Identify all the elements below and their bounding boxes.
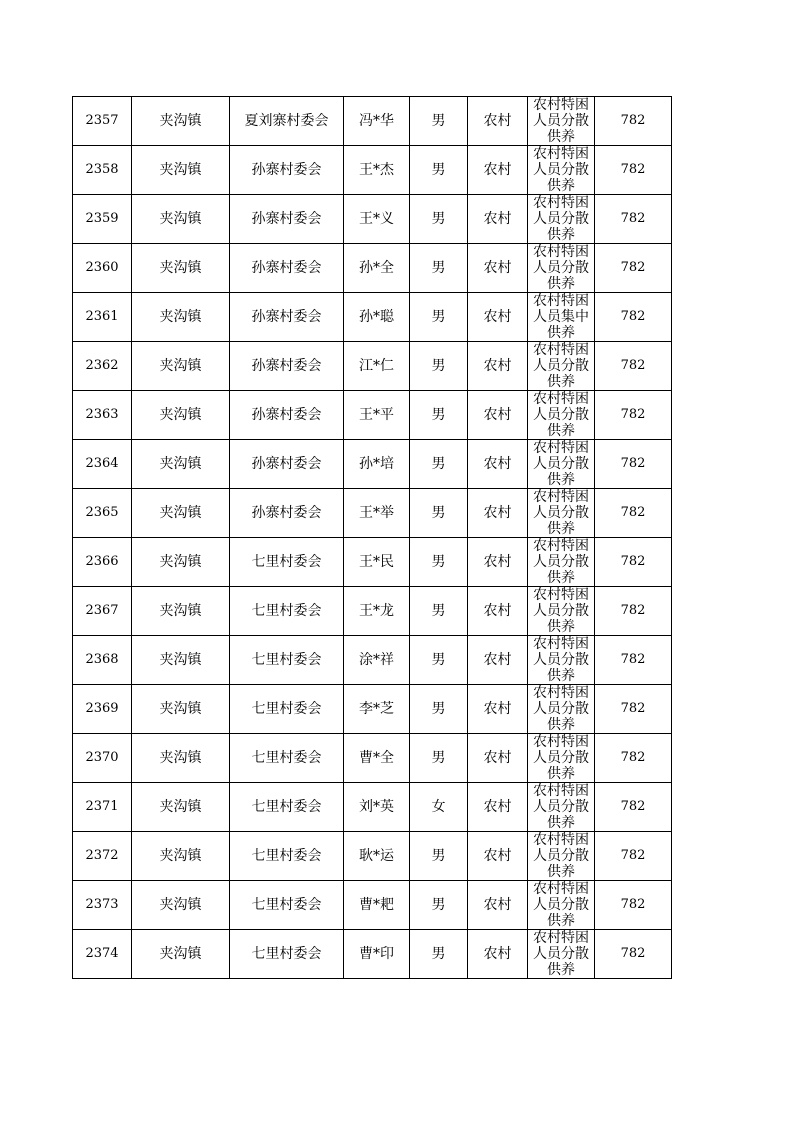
cell-town: 夹沟镇: [132, 881, 230, 930]
support-type-text: 农村特困人员分散供养: [533, 244, 589, 292]
cell-amount: 782: [595, 783, 672, 832]
cell-household-area: 农村: [468, 244, 528, 293]
support-type-text: 农村特困人员分散供养: [533, 391, 589, 439]
cell-serial-number: 2365: [73, 489, 132, 538]
cell-gender: 男: [410, 146, 468, 195]
cell-person-name: 王*民: [344, 538, 410, 587]
cell-support-type: [528, 636, 595, 685]
table-row: [73, 587, 672, 636]
table-row: [73, 195, 672, 244]
cell-person-name: 孙*全: [344, 244, 410, 293]
cell-household-area: 农村: [468, 97, 528, 146]
cell-amount: 782: [595, 391, 672, 440]
cell-town: 夹沟镇: [132, 832, 230, 881]
cell-amount: 782: [595, 636, 672, 685]
cell-village-committee: 七里村委会: [230, 930, 344, 979]
cell-support-type: [528, 832, 595, 881]
support-type-text: 农村特困人员分散供养: [533, 489, 589, 537]
cell-support-type: [528, 734, 595, 783]
cell-village-committee: 七里村委会: [230, 832, 344, 881]
cell-amount: 782: [595, 538, 672, 587]
cell-serial-number: 2370: [73, 734, 132, 783]
support-type-text: 农村特困人员集中供养: [533, 293, 589, 341]
cell-town: 夹沟镇: [132, 244, 230, 293]
cell-household-area: 农村: [468, 440, 528, 489]
cell-gender: 男: [410, 244, 468, 293]
cell-amount: 782: [595, 342, 672, 391]
cell-serial-number: 2368: [73, 636, 132, 685]
cell-support-type: [528, 293, 595, 342]
support-type-text: 农村特困人员分散供养: [533, 832, 589, 880]
cell-household-area: 农村: [468, 342, 528, 391]
cell-town: 夹沟镇: [132, 636, 230, 685]
cell-serial-number: 2359: [73, 195, 132, 244]
cell-gender: 男: [410, 538, 468, 587]
support-type-text: 农村特困人员分散供养: [533, 881, 589, 929]
cell-village-committee: 夏刘寨村委会: [230, 97, 344, 146]
cell-household-area: 农村: [468, 489, 528, 538]
cell-support-type: [528, 489, 595, 538]
cell-serial-number: 2371: [73, 783, 132, 832]
cell-town: 夹沟镇: [132, 489, 230, 538]
cell-serial-number: 2373: [73, 881, 132, 930]
table-row: [73, 783, 672, 832]
cell-town: 夹沟镇: [132, 930, 230, 979]
cell-person-name: 孙*聪: [344, 293, 410, 342]
cell-person-name: 王*举: [344, 489, 410, 538]
cell-gender: 男: [410, 195, 468, 244]
cell-village-committee: 七里村委会: [230, 783, 344, 832]
support-type-text: 农村特困人员分散供养: [533, 342, 589, 390]
cell-household-area: 农村: [468, 146, 528, 195]
cell-serial-number: 2358: [73, 146, 132, 195]
cell-person-name: 刘*英: [344, 783, 410, 832]
table-row: [73, 391, 672, 440]
table-row: [73, 636, 672, 685]
table-row: [73, 440, 672, 489]
support-type-text: 农村特困人员分散供养: [533, 146, 589, 194]
cell-town: 夹沟镇: [132, 342, 230, 391]
support-type-text: 农村特困人员分散供养: [533, 587, 589, 635]
cell-household-area: 农村: [468, 636, 528, 685]
cell-town: 夹沟镇: [132, 587, 230, 636]
cell-gender: 男: [410, 734, 468, 783]
cell-support-type: [528, 195, 595, 244]
cell-gender: 男: [410, 440, 468, 489]
cell-support-type: [528, 342, 595, 391]
records-table: [72, 96, 672, 979]
cell-person-name: 江*仁: [344, 342, 410, 391]
cell-village-committee: 孙寨村委会: [230, 195, 344, 244]
cell-household-area: 农村: [468, 685, 528, 734]
cell-town: 夹沟镇: [132, 293, 230, 342]
cell-town: 夹沟镇: [132, 734, 230, 783]
cell-gender: 男: [410, 930, 468, 979]
cell-village-committee: 孙寨村委会: [230, 146, 344, 195]
cell-village-committee: 孙寨村委会: [230, 440, 344, 489]
cell-amount: 782: [595, 734, 672, 783]
cell-person-name: 曹*全: [344, 734, 410, 783]
support-type-text: 农村特困人员分散供养: [533, 440, 589, 488]
cell-serial-number: 2372: [73, 832, 132, 881]
table-row: [73, 538, 672, 587]
cell-town: 夹沟镇: [132, 146, 230, 195]
cell-serial-number: 2369: [73, 685, 132, 734]
cell-village-committee: 孙寨村委会: [230, 244, 344, 293]
cell-amount: 782: [595, 881, 672, 930]
cell-amount: 782: [595, 685, 672, 734]
cell-amount: 782: [595, 146, 672, 195]
cell-household-area: 农村: [468, 195, 528, 244]
cell-gender: 男: [410, 342, 468, 391]
support-type-text: 农村特困人员分散供养: [533, 97, 589, 145]
cell-person-name: 冯*华: [344, 97, 410, 146]
table-body: [73, 97, 672, 979]
cell-town: 夹沟镇: [132, 538, 230, 587]
cell-town: 夹沟镇: [132, 440, 230, 489]
cell-serial-number: 2361: [73, 293, 132, 342]
cell-village-committee: 孙寨村委会: [230, 391, 344, 440]
cell-village-committee: 七里村委会: [230, 587, 344, 636]
cell-serial-number: 2357: [73, 97, 132, 146]
cell-gender: 男: [410, 587, 468, 636]
support-type-text: 农村特困人员分散供养: [533, 930, 589, 978]
table-row: [73, 489, 672, 538]
cell-support-type: [528, 783, 595, 832]
cell-household-area: 农村: [468, 832, 528, 881]
cell-person-name: 王*龙: [344, 587, 410, 636]
cell-village-committee: 七里村委会: [230, 636, 344, 685]
support-type-text: 农村特困人员分散供养: [533, 636, 589, 684]
table-row: [73, 146, 672, 195]
cell-person-name: 曹*耙: [344, 881, 410, 930]
cell-support-type: [528, 538, 595, 587]
cell-town: 夹沟镇: [132, 783, 230, 832]
cell-person-name: 耿*运: [344, 832, 410, 881]
cell-support-type: [528, 881, 595, 930]
cell-amount: 782: [595, 930, 672, 979]
table-row: [73, 881, 672, 930]
cell-household-area: 农村: [468, 734, 528, 783]
cell-person-name: 曹*印: [344, 930, 410, 979]
cell-serial-number: 2367: [73, 587, 132, 636]
table-row: [73, 293, 672, 342]
cell-household-area: 农村: [468, 930, 528, 979]
cell-village-committee: 七里村委会: [230, 881, 344, 930]
cell-person-name: 李*芝: [344, 685, 410, 734]
cell-person-name: 王*杰: [344, 146, 410, 195]
cell-town: 夹沟镇: [132, 195, 230, 244]
cell-support-type: [528, 587, 595, 636]
support-type-text: 农村特困人员分散供养: [533, 195, 589, 243]
support-type-text: 农村特困人员分散供养: [533, 538, 589, 586]
cell-amount: 782: [595, 195, 672, 244]
cell-serial-number: 2374: [73, 930, 132, 979]
support-type-text: 农村特困人员分散供养: [533, 734, 589, 782]
table-row: [73, 685, 672, 734]
cell-serial-number: 2363: [73, 391, 132, 440]
cell-amount: 782: [595, 832, 672, 881]
cell-support-type: [528, 97, 595, 146]
cell-household-area: 农村: [468, 391, 528, 440]
cell-household-area: 农村: [468, 587, 528, 636]
cell-amount: 782: [595, 489, 672, 538]
cell-village-committee: 孙寨村委会: [230, 342, 344, 391]
cell-gender: 男: [410, 832, 468, 881]
cell-village-committee: 七里村委会: [230, 538, 344, 587]
cell-person-name: 王*平: [344, 391, 410, 440]
table-row: [73, 342, 672, 391]
cell-town: 夹沟镇: [132, 685, 230, 734]
cell-serial-number: 2362: [73, 342, 132, 391]
cell-amount: 782: [595, 244, 672, 293]
cell-village-committee: 七里村委会: [230, 685, 344, 734]
cell-household-area: 农村: [468, 881, 528, 930]
cell-town: 夹沟镇: [132, 391, 230, 440]
cell-household-area: 农村: [468, 783, 528, 832]
cell-household-area: 农村: [468, 293, 528, 342]
cell-town: 夹沟镇: [132, 97, 230, 146]
cell-amount: 782: [595, 587, 672, 636]
cell-support-type: [528, 391, 595, 440]
cell-gender: 男: [410, 636, 468, 685]
cell-amount: 782: [595, 440, 672, 489]
cell-gender: 男: [410, 685, 468, 734]
table-row: [73, 832, 672, 881]
cell-person-name: 涂*祥: [344, 636, 410, 685]
cell-serial-number: 2366: [73, 538, 132, 587]
cell-support-type: [528, 930, 595, 979]
cell-support-type: [528, 146, 595, 195]
cell-serial-number: 2364: [73, 440, 132, 489]
cell-support-type: [528, 244, 595, 293]
cell-person-name: 王*义: [344, 195, 410, 244]
cell-household-area: 农村: [468, 538, 528, 587]
support-type-text: 农村特困人员分散供养: [533, 783, 589, 831]
table-row: [73, 734, 672, 783]
cell-village-committee: 孙寨村委会: [230, 293, 344, 342]
cell-gender: 女: [410, 783, 468, 832]
cell-village-committee: 孙寨村委会: [230, 489, 344, 538]
table-row: [73, 244, 672, 293]
cell-amount: 782: [595, 97, 672, 146]
cell-gender: 男: [410, 881, 468, 930]
cell-amount: 782: [595, 293, 672, 342]
cell-gender: 男: [410, 391, 468, 440]
table-row: [73, 97, 672, 146]
cell-support-type: [528, 440, 595, 489]
cell-serial-number: 2360: [73, 244, 132, 293]
cell-village-committee: 七里村委会: [230, 734, 344, 783]
cell-gender: 男: [410, 97, 468, 146]
support-type-text: 农村特困人员分散供养: [533, 685, 589, 733]
cell-support-type: [528, 685, 595, 734]
cell-person-name: 孙*培: [344, 440, 410, 489]
cell-gender: 男: [410, 489, 468, 538]
cell-gender: 男: [410, 293, 468, 342]
table-row: [73, 930, 672, 979]
